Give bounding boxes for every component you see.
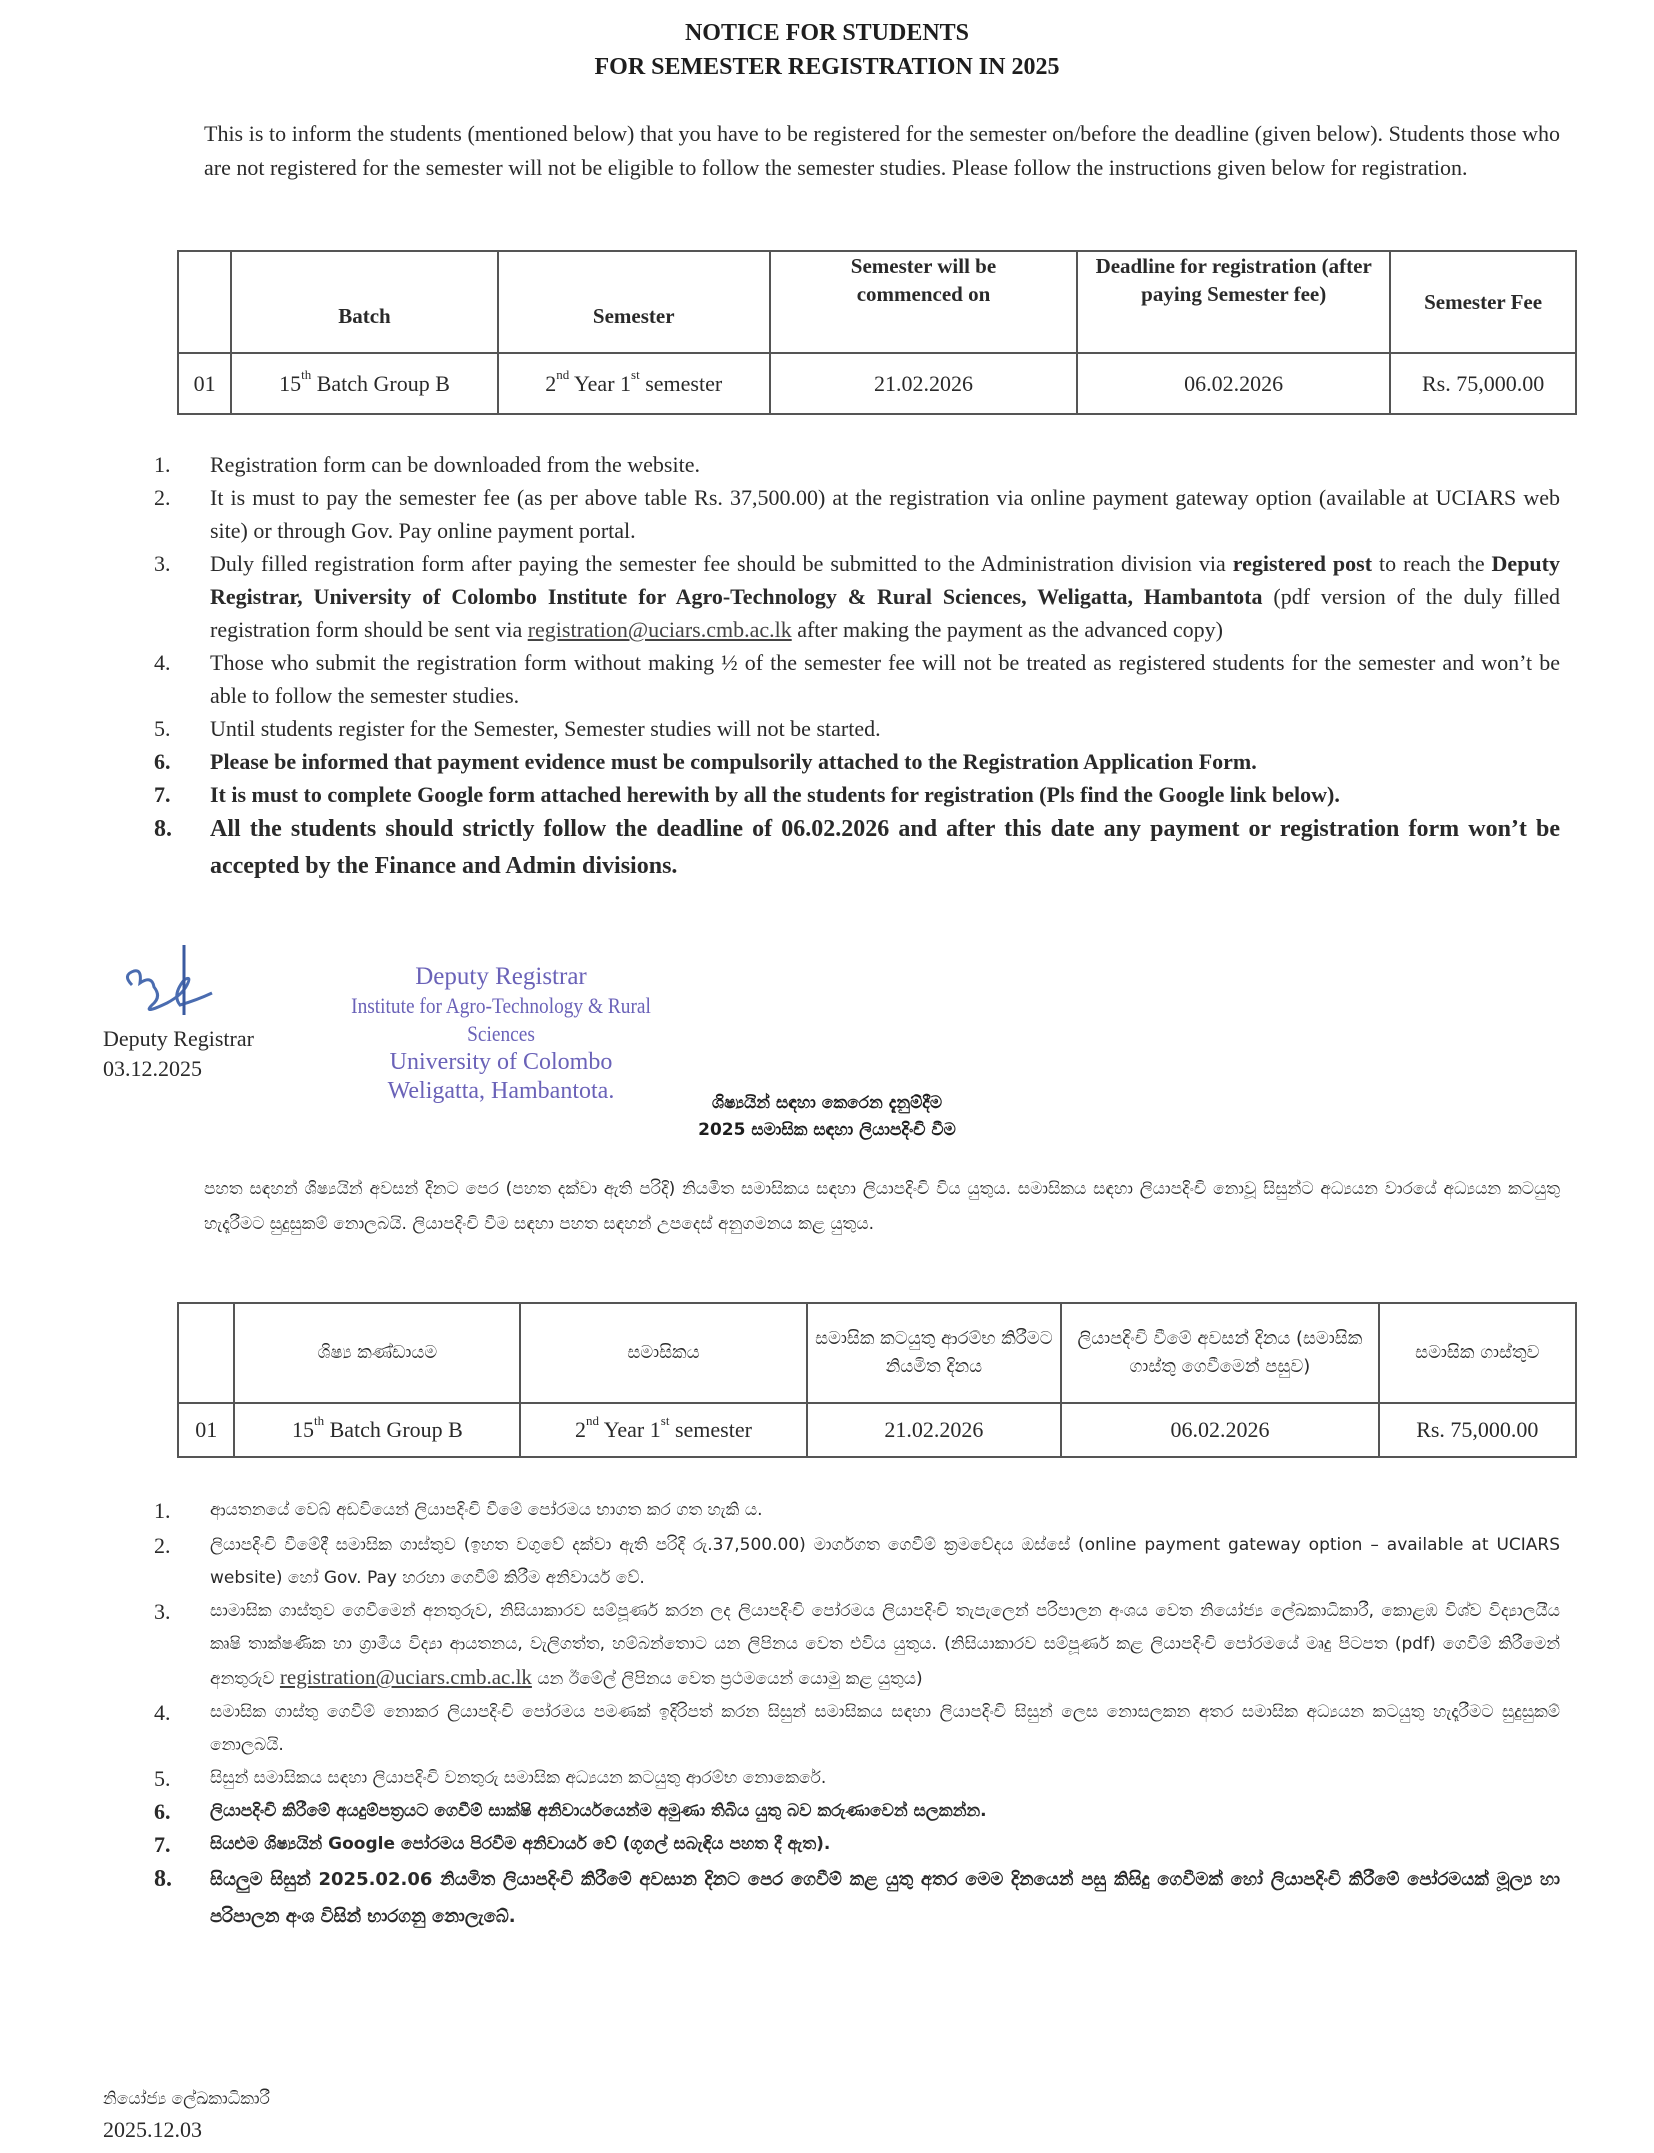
item-text: to reach the bbox=[1372, 551, 1492, 576]
list-item bbox=[154, 646, 1560, 712]
stamp-line-3: University of Colombo bbox=[389, 1049, 613, 1075]
email-link[interactable]: registration@uciars.cmb.ac.lk bbox=[279, 1665, 532, 1689]
list-item bbox=[154, 1529, 1560, 1595]
item-text: All the students should strictly follow the deadline of 06.02.2026 and after this date any payment or registration form won’t be accepted by the Finance and Admin divisions. bbox=[210, 816, 1560, 879]
col-header-deadline: ලියාපදිංචි වීමේ අවසන් දිනය (සමාසික ගාස්තු ගෙවීමෙන් පසුව) bbox=[1061, 1303, 1378, 1403]
col-header-fee: Semester Fee bbox=[1390, 251, 1576, 353]
table-header-row bbox=[178, 251, 1576, 353]
table-header-row bbox=[178, 1303, 1576, 1403]
batch-name: Batch Group B bbox=[311, 370, 450, 396]
col-header-commenced: සමාසික කටයුතු ආරම්භ කිරීමට නියමිත දිනය bbox=[807, 1303, 1062, 1403]
col-header-deadline: Deadline for registration (after paying Semester fee) bbox=[1077, 251, 1390, 353]
sinhala-title-line-1: ශිෂ්‍යයින් සඳහා කෙරෙන දැනුම්දීම bbox=[711, 1093, 943, 1113]
batch-name: Batch Group B bbox=[324, 1417, 463, 1442]
list-item bbox=[154, 1595, 1560, 1696]
year-number: 2 bbox=[575, 1417, 587, 1442]
semester-word: semester bbox=[639, 370, 723, 396]
item-number: 1. bbox=[154, 452, 171, 477]
item-text: සියළුම ශිෂ්‍යයින් Google පෝරමය පිරවීම අනිවාර්ය වේ (ගූගල් සබැඳිය පහත දී ඇත). bbox=[210, 1834, 831, 1854]
table-row bbox=[178, 353, 1576, 414]
item-text: සාමාසික ගාස්තුව ගෙවීමෙන් අනතුරුව, නිසියාකාරව සම්පූර්ණ කරන ලද ලියාපදිංචි පෝරමය ලියාපදිංචි තැපැලෙන් පරිපාලන අංශය වෙත නියෝජ්‍ය ලේඛකාධිකාරී, කොළඹ විශ්ව විද්‍යාලයීය කෘෂි තාක්ෂණික හා ග්‍රාමීය විද්‍යා ආයතනය, වැලිගත්ත, හම්බන්තොට යන ලිපිනය වෙත එවිය යුතුය. (නිසියාකාරව සම්පූර්ණ කළ ලියාපදිංචි පෝරමයේ මෘදු පිටපත (pdf) ගෙවීම් කිරීමෙන් අනතුරුව bbox=[210, 1601, 1560, 1689]
item-number: 6. bbox=[154, 1799, 171, 1824]
signatory-title: Deputy Registrar bbox=[103, 1026, 254, 1051]
title-line-1: NOTICE FOR STUDENTS bbox=[684, 20, 970, 46]
item-number: 3. bbox=[154, 1599, 171, 1624]
batch-suffix: th bbox=[313, 1413, 325, 1428]
list-item bbox=[154, 1762, 1560, 1795]
col-header-fee: සමාසික ගාස්තුව bbox=[1379, 1303, 1576, 1403]
col-header-semester: සමාසිකය bbox=[520, 1303, 806, 1403]
semester-suffix: st bbox=[631, 366, 640, 382]
list-item bbox=[154, 1828, 1560, 1861]
item-number: 7. bbox=[154, 782, 171, 807]
item-number: 5. bbox=[154, 1766, 171, 1791]
signature-date: 03.12.2025 bbox=[103, 1056, 202, 1081]
deadline-date-cell: 06.02.2026 bbox=[1077, 353, 1390, 414]
official-stamp bbox=[296, 962, 706, 1106]
col-header-no bbox=[178, 251, 231, 353]
deadline-date-cell: 06.02.2026 bbox=[1061, 1403, 1378, 1457]
sinhala-signature-date: 2025.12.03 bbox=[103, 2117, 202, 2142]
commence-date-cell: 21.02.2026 bbox=[807, 1403, 1062, 1457]
item-number: 6. bbox=[154, 749, 171, 774]
item-text: It is must to complete Google form attached herewith by all the students for registration (Pls find the Google link below). bbox=[210, 782, 1340, 807]
item-text: Registration form can be downloaded from the website. bbox=[210, 452, 700, 477]
page-title bbox=[0, 16, 1654, 84]
item-text: සිසුන් සමාසිකය සඳහා ලියාපදිංචි වනතුරු සමාසික අධ්‍යයන කටයුතු ආරම්භ නොකෙරේ. bbox=[210, 1768, 827, 1788]
col-header-batch: Batch bbox=[231, 251, 497, 353]
item-bold-address: Deputy Registrar, University of Colombo Institute for Agro-Technology & Rural Sciences, Weligatta, Hambantota bbox=[210, 551, 1560, 609]
list-item bbox=[154, 481, 1560, 547]
item-number: 8. bbox=[154, 1866, 172, 1892]
col-header-batch: ශිෂ්‍ය කණ්ඩායම bbox=[234, 1303, 520, 1403]
list-item bbox=[154, 712, 1560, 745]
email-link[interactable]: registration@uciars.cmb.ac.lk bbox=[527, 617, 792, 642]
col-header-semester: Semester bbox=[498, 251, 770, 353]
item-bold-text: registered post bbox=[1232, 551, 1373, 576]
title-line-2: FOR SEMESTER REGISTRATION IN 2025 bbox=[594, 54, 1060, 80]
stamp-line-1: Deputy Registrar bbox=[415, 963, 587, 990]
registration-table bbox=[177, 250, 1577, 415]
item-text: It is must to pay the semester fee (as per above table Rs. 37,500.00) at the registration via online payment gateway option (available at UCIARS web site) or through Gov. Pay online payment portal. bbox=[210, 485, 1560, 543]
batch-cell bbox=[231, 353, 497, 414]
list-item bbox=[154, 811, 1560, 885]
item-number: 4. bbox=[154, 1700, 171, 1725]
signature-icon bbox=[112, 945, 202, 1035]
year-number: 2 bbox=[545, 370, 557, 396]
item-text: සමාසික ගාස්තු ගෙවීම් නොකර ලියාපදිංචි පෝරමය පමණක් ඉදිරිපත් කරන සිසුන් සමාසිකය සඳහා ලියාපදිංචි සිසුන් ලෙස නොසලකන අතර සමාසික අධ්‍යයන කටයුතු හැදෑරීමට සුදුසුකම් නොලබයි. bbox=[210, 1702, 1560, 1755]
list-item bbox=[154, 1494, 1560, 1527]
batch-number: 15 bbox=[291, 1417, 314, 1442]
item-text: Until students register for the Semester, Semester studies will not be started. bbox=[210, 716, 881, 741]
batch-number: 15 bbox=[279, 370, 302, 396]
stamp-line-2: Institute for Agro-Technology & Rural Sciences bbox=[351, 993, 651, 1046]
item-text: Those who submit the registration form without making ½ of the semester fee will not be treated as registered students for the semester and won’t be able to follow the semester studies. bbox=[210, 650, 1560, 708]
item-text: ලියාපදිංචි වීමේදී සමාසික ගාස්තුව (ඉහත වගුවේ දක්වා ඇති පරිදි රු.37,500.00) මාර්ගගත ගෙවීම් ක්‍රමවේදය ඔස්සේ (online payment gateway option – available at UCIARS website) හෝ Gov. Pay හරහා ගෙවීම් කිරීම අනිවාර්ය වේ. bbox=[210, 1535, 1560, 1588]
intro-paragraph: This is to inform the students (mentioned below) that you have to be registered for the semester on/before the deadline (given below). Students those who are not registered for the semester will not be eligible to follow the semester studies. Please follow the instructions given below for registration. bbox=[204, 121, 1560, 180]
list-item bbox=[154, 1696, 1560, 1762]
sinhala-registration-table bbox=[177, 1302, 1577, 1458]
sinhala-signatory-title: නියෝජ්‍ය ලේඛකාධිකාරී bbox=[103, 2089, 270, 2109]
item-number: 8. bbox=[154, 816, 172, 842]
sinhala-instructions-list bbox=[154, 1494, 1560, 1935]
batch-suffix: th bbox=[301, 366, 312, 382]
semester-suffix: st bbox=[660, 1413, 670, 1428]
item-number: 2. bbox=[154, 485, 171, 510]
list-item bbox=[154, 1795, 1560, 1828]
item-text: යන ඊමේල් ලිපිනය වෙත ප්‍රථමයෙන් යොමු කළ යුතුය) bbox=[531, 1669, 923, 1689]
item-text: (pdf version of the duly filled registration form should be sent via bbox=[210, 584, 1560, 642]
year-suffix: nd bbox=[586, 1413, 600, 1428]
semester-cell bbox=[498, 353, 770, 414]
list-item bbox=[154, 547, 1560, 646]
fee-cell: Rs. 75,000.00 bbox=[1379, 1403, 1576, 1457]
col-header-commenced: Semester will be commenced on bbox=[770, 251, 1077, 353]
item-text: සියලුම සිසුන් 2025.02.06 නියමිත ලියාපදිංචි කිරීමේ අවසාන දිනට පෙර ගෙවීම් කළ යුතු අතර මෙම දිනයෙන් පසු කිසිදු ගෙවීමක් හෝ ලියාපදිංචි කිරීමේ පෝරමයක් මූල්‍ය හා පරිපාලන අංශ විසින් භාරගනු නොලැබේ. bbox=[210, 1869, 1560, 1927]
instructions-list bbox=[154, 448, 1560, 885]
row-number: 01 bbox=[178, 1403, 234, 1457]
item-text: ලියාපදිංචි කිරීමේ අයදුම්පත්‍රයට ගෙවීම් සාක්ෂි අනිවාර්යයෙන්ම අමුණා තිබිය යුතු බව කරුණාවෙන් සලකන්න. bbox=[210, 1801, 987, 1821]
semester-word: semester bbox=[669, 1417, 752, 1442]
item-number: 2. bbox=[154, 1533, 171, 1558]
semester-cell bbox=[520, 1403, 806, 1457]
item-text: ආයතනයේ වෙබ් අඩවියෙන් ලියාපදිංචි වීමේ පෝරමය භාගත කර ගත හැකි ය. bbox=[210, 1500, 763, 1520]
semester-number: Year 1 bbox=[599, 1417, 661, 1442]
commence-date-cell: 21.02.2026 bbox=[770, 353, 1077, 414]
row-number: 01 bbox=[178, 353, 231, 414]
item-number: 7. bbox=[154, 1832, 171, 1857]
list-item bbox=[154, 1861, 1560, 1935]
batch-cell bbox=[234, 1403, 520, 1457]
stamp-line-4: Weligatta, Hambantota. bbox=[387, 1078, 615, 1104]
list-item bbox=[154, 778, 1560, 811]
semester-number: Year 1 bbox=[569, 370, 632, 396]
list-item bbox=[154, 448, 1560, 481]
sinhala-intro-paragraph: පහත සඳහන් ශිෂ්‍යයින් අවසන් දිනට පෙර (පහත දක්වා ඇති පරිදි) නියමිත සමාසිකය සඳහා ලියාපදිංචි විය යුතුය. සමාසිකය සඳහා ලියාපදිංචි නොවූ සිසුන්ට අධ්‍යයන වාරයේ අධ්‍යයන කටයුතු හැදෑරීමට සුදුසුකම් නොලබයි. ලියාපදිංචි වීම සඳහා පහත සඳහන් උපදෙස් අනුගමනය කළ යුතුය. bbox=[204, 1179, 1560, 1234]
item-number: 5. bbox=[154, 716, 171, 741]
item-text: Please be informed that payment evidence must be compulsorily attached to the Registration Application Form. bbox=[210, 749, 1257, 774]
item-number: 4. bbox=[154, 650, 171, 675]
fee-cell: Rs. 75,000.00 bbox=[1390, 353, 1576, 414]
item-number: 3. bbox=[154, 551, 171, 576]
table-row bbox=[178, 1403, 1576, 1457]
sinhala-title bbox=[0, 1090, 1654, 1144]
item-text: after making the payment as the advanced copy) bbox=[791, 617, 1223, 642]
item-number: 1. bbox=[154, 1498, 171, 1523]
col-header-no bbox=[178, 1303, 234, 1403]
item-text: Duly filled registration form after paying the semester fee should be submitted to the Administration division via bbox=[210, 551, 1233, 576]
year-suffix: nd bbox=[556, 366, 570, 382]
list-item bbox=[154, 745, 1560, 778]
sinhala-title-line-2: 2025 සමාසික සඳහා ලියාපදිංචි වීම bbox=[698, 1120, 956, 1140]
